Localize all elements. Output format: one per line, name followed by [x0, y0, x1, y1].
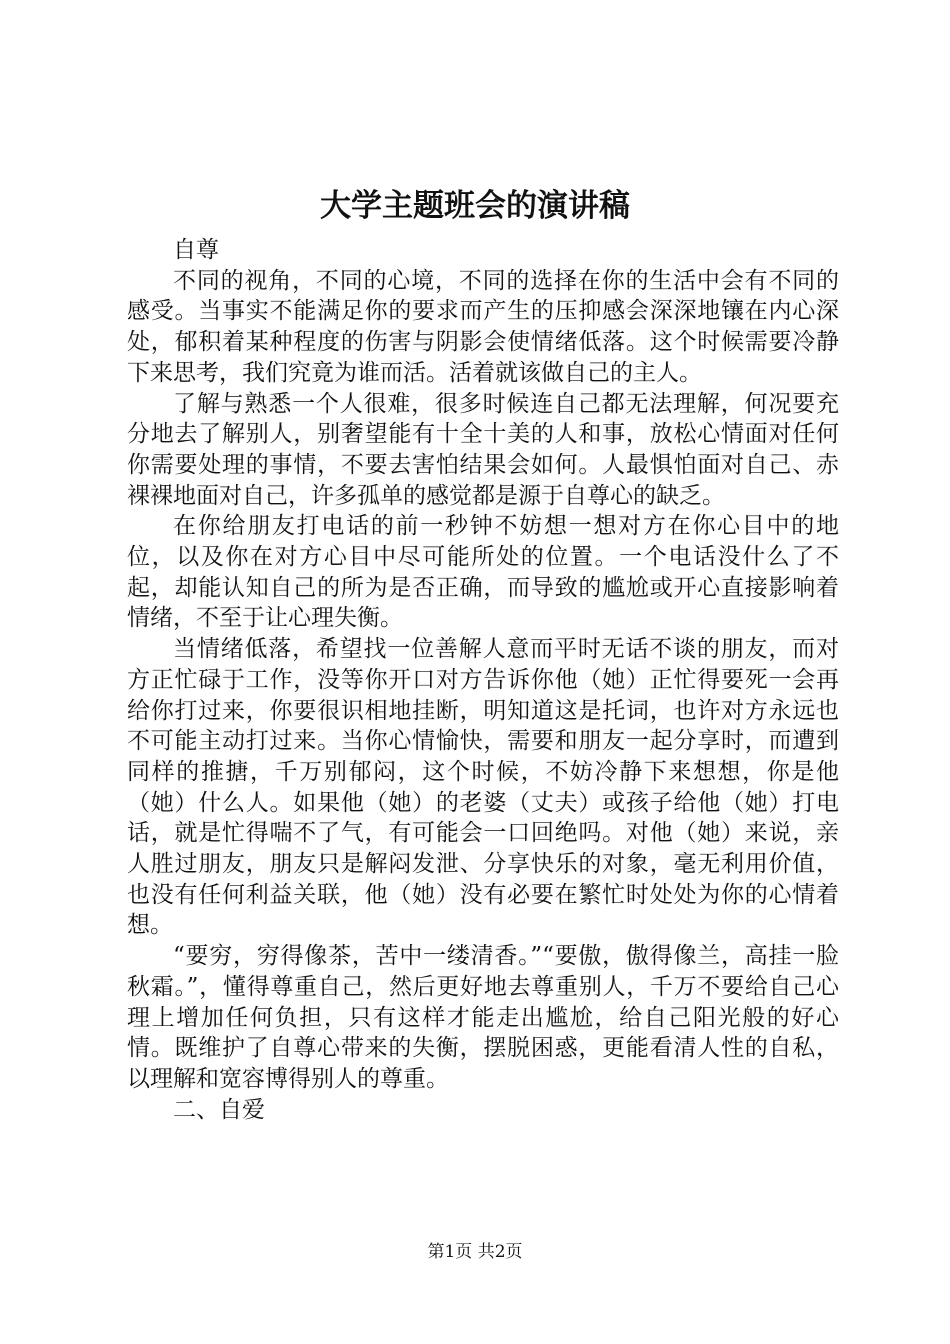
paragraph: 不同的视角，不同的心境，不同的选择在你的生活中会有不同的感受。当事实不能满足你的要求而产生的压抑感会深深地镶在内心深处，郁积着某种程度的伤害与阴影会使情绪低落。这个时候需要冷静下来思考，我们究竟为谁而活。活着就该做自己的主人。 — [127, 267, 839, 386]
paragraph: “要穷，穷得像茶，苦中一缕清香。”“要傲，傲得像兰，高挂一脸秋霜。”，懂得尊重自己，然后更好地去尊重别人，千万不要给自己心理上增加任何负担，只有这样才能走出尴尬，给自己阳光般的好心情。既维护了自尊心带来的失衡，摆脱困惑，更能看清人性的自私，以理解和宽容博得别人的尊重。 — [127, 943, 839, 1092]
paragraph: 了解与熟悉一个人很难，很多时候连自己都无法理解，何况要充分地去了解别人，别奢望能有十全十美的人和事，放松心情面对任何你需要处理的事情，不要去害怕结果会如何。人最惧怕面对自己、赤裸裸地面对自己，许多孤单的感觉都是源于自尊心的缺乏。 — [127, 390, 839, 509]
paragraph: 当情绪低落，希望找一位善解人意而平时无话不谈的朋友，而对方正忙碌于工作，没等你开口对方告诉你他（她）正忙得要死一会再给你打过来，你要很识相地挂断，明知道这是托词，也许对方永远也不可能主动打过来。当你心情愉快，需要和朋友一起分享时，而遭到同样的推搪，千万别郁闷，这个时候，不妨冷静下来想想，你是他（她）什么人。如果他（她）的老婆（丈夫）或孩子给他（她）打电话，就是忙得喘不了气，有可能会一口回绝吗。对他（她）来说，亲人胜过朋友，朋友只是解闷发泄、分享快乐的对象，毫无利用价值，也没有任何利益关联，他（她）没有必要在繁忙时处处为你的心情着想。 — [127, 636, 839, 939]
section-heading-self-respect: 自尊 — [173, 237, 219, 263]
document-title: 大学主题班会的演讲稿 — [320, 188, 630, 224]
page-footer: 第1页 共2页 — [427, 1242, 523, 1262]
section-heading-self-love: 二、自爱 — [173, 1096, 265, 1123]
paragraph: 在你给朋友打电话的前一秒钟不妨想一想对方在你心目中的地位，以及你在对方心目中尽可能所处的位置。一个电话没什么了不起，却能认知自己的所为是否正确，而导致的尴尬或开心直接影响着情绪，不至于让心理失衡。 — [127, 513, 839, 632]
document-body — [127, 235, 839, 1125]
